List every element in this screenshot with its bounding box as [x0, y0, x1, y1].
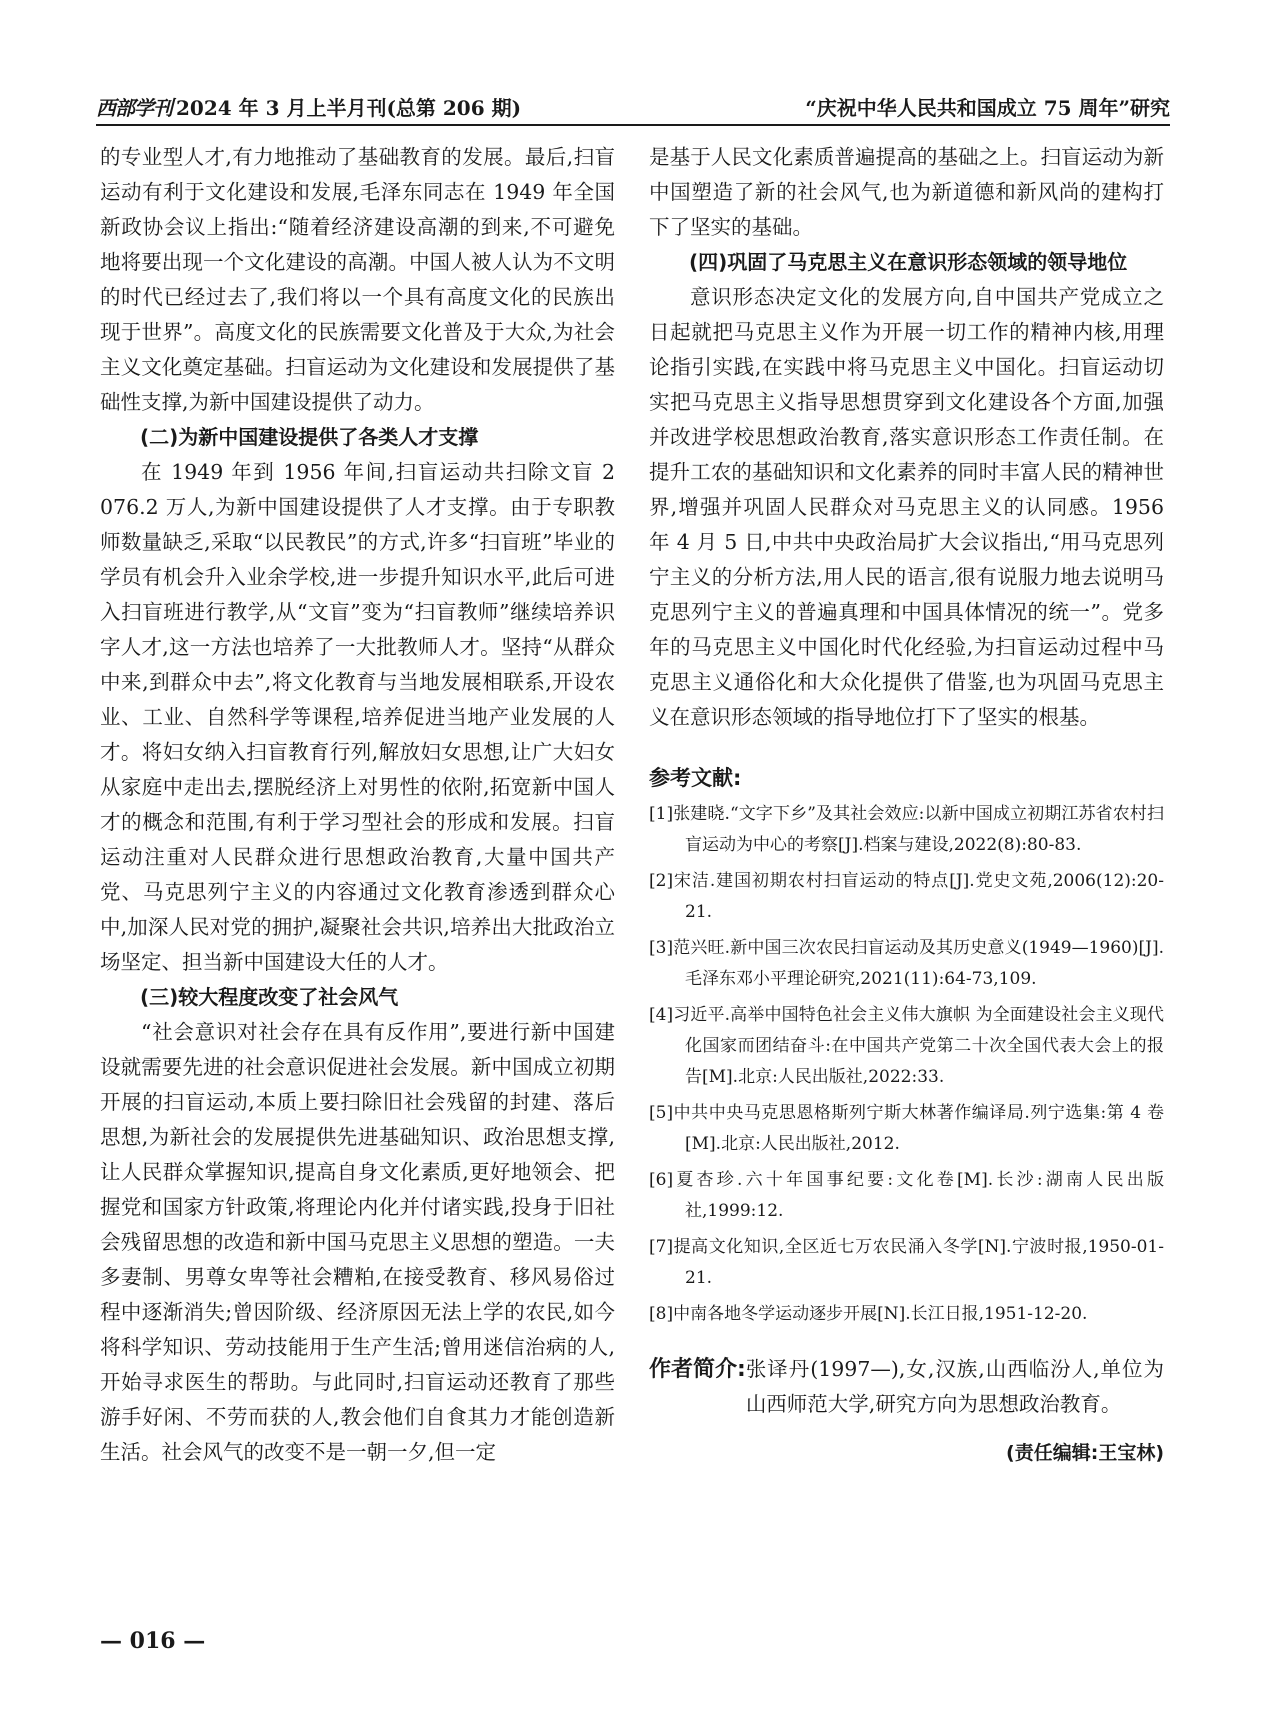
right-column — [649, 140, 1164, 1471]
author-bio-text: 张译丹(1997—),女,汉族,山西临汾人,单位为山西师范大学,研究方向为思想政治教育。 — [745, 1357, 1164, 1416]
journal-logo: 西部学刊 — [96, 96, 172, 120]
page-header — [96, 86, 1170, 126]
paragraph: “社会意识对社会存在具有反作用”,要进行新中国建设就需要先进的社会意识促进社会发展。新中国成立初期开展的扫盲运动,本质上要扫除旧社会残留的封建、落后思想,为新社会的发展提供先进基础知识、政治思想支撑,让人民群众掌握知识,提高自身文化素质,更好地领会、把握党和国家方针政策,将理论内化并付诸实践,投身于旧社会残留思想的改造和新中国马克思主义思想的塑造。一夫多妻制、男尊女卑等社会糟粕,在接受教育、移风易俗过程中逐渐消失;曾因阶级、经济原因无法上学的农民,如今将科学知识、劳动技能用于生产生活;曾用迷信治病的人,开始寻求医生的帮助。与此同时,扫盲运动还教育了那些游手好闲、不劳而获的人,教会他们自食其力才能创造新生活。社会风气的改变不是一朝一夕,但一定 — [100, 1020, 615, 1464]
issue-label: 2024 年 3 月上半月刊(总第 206 期) — [176, 96, 522, 120]
references-title: 参考文献: — [649, 766, 742, 790]
responsible-editor: (责任编辑:王宝林) — [1006, 1442, 1164, 1464]
references-list — [649, 799, 1164, 1330]
reference-item: [7]提高文化知识,全区近七万农民涌入冬学[N].宁波时报,1950-01-21. — [649, 1237, 1164, 1288]
reference-item: [8]中南各地冬学运动逐步开展[N].长江日报,1951-12-20. — [649, 1304, 1088, 1324]
author-bio — [649, 1352, 1164, 1422]
section-title: “庆祝中华人民共和国成立 75 周年”研究 — [805, 96, 1170, 120]
reference-item: [5]中共中央马克思恩格斯列宁斯大林著作编译局.列宁选集:第 4 卷[M].北京:人民出版社,2012. — [649, 1103, 1164, 1154]
reference-item: [3]范兴旺.新中国三次农民扫盲运动及其历史意义(1949—1960)[J].毛泽东邓小平理论研究,2021(11):64-73,109. — [649, 938, 1164, 989]
paragraph: 在 1949 年到 1956 年间,扫盲运动共扫除文盲 2 076.2 万人,为新中国建设提供了人才支撑。由于专职教师数量缺乏,采取“以民教民”的方式,许多“扫盲班”毕业的学员有机会升入业余学校,进一步提升知识水平,此后可进入扫盲班进行教学,从“文盲”变为“扫盲教师”继续培养识字人才,这一方法也培养了一大批教师人才。坚持“从群众中来,到群众中去”,将文化教育与当地发展相联系,开设农业、工业、自然科学等课程,培养促进当地产业发展的人才。将妇女纳入扫盲教育行列,解放妇女思想,让广大妇女从家庭中走出去,摆脱经济上对男性的依附,拓宽新中国人才的概念和范围,有利于学习型社会的形成和发展。扫盲运动注重对人民群众进行思想政治教育,大量中国共产党、马克思列宁主义的内容通过文化教育渗透到群众心中,加深人民对党的拥护,凝聚社会共识,培养出大批政治立场坚定、担当新中国建设大任的人才。 — [100, 460, 615, 974]
author-bio-label: 作者简介: — [649, 1357, 746, 1382]
paragraph: 的专业型人才,有力地推动了基础教育的发展。最后,扫盲运动有利于文化建设和发展,毛泽东同志在 1949 年全国新政协会议上指出:“随着经济建设高潮的到来,不可避免地将要出现一个文化建设的高潮。中国人被人认为不文明的时代已经过去了,我们将以一个具有高度文化的民族出现于世界”。高度文化的民族需要文化普及于大众,为社会主义文化奠定基础。扫盲运动为文化建设和发展提供了基础性支撑,为新中国建设提供了动力。 — [100, 145, 615, 414]
section-heading: (四)巩固了马克思主义在意识形态领域的领导地位 — [689, 250, 1128, 274]
reference-item: [6]夏杏珍.六十年国事纪要:文化卷[M].长沙:湖南人民出版社,1999:12. — [649, 1170, 1164, 1221]
reference-item: [2]宋洁.建国初期农村扫盲运动的特点[J].党史文苑,2006(12):20-21. — [649, 871, 1164, 922]
reference-item: [1]张建晓.“文字下乡”及其社会效应:以新中国成立初期江苏省农村扫盲运动为中心的考察[J].档案与建设,2022(8):80-83. — [649, 804, 1164, 855]
section-heading: (三)较大程度改变了社会风气 — [140, 985, 399, 1009]
left-column — [100, 140, 615, 1470]
page-number: — 016 — — [100, 1628, 206, 1654]
reference-item: [4]习近平.高举中国特色社会主义伟大旗帜 为全面建设社会主义现代化国家而团结奋斗:在中国共产党第二十次全国代表大会上的报告[M].北京:人民出版社,2022:33. — [649, 1005, 1164, 1087]
journal-issue-info — [96, 92, 521, 121]
section-heading: (二)为新中国建设提供了各类人才支撑 — [140, 425, 479, 449]
paragraph: 是基于人民文化素质普遍提高的基础之上。扫盲运动为新中国塑造了新的社会风气,也为新道德和新风尚的建构打下了坚实的基础。 — [649, 145, 1164, 239]
paragraph: 意识形态决定文化的发展方向,自中国共产党成立之日起就把马克思主义作为开展一切工作的精神内核,用理论指引实践,在实践中将马克思主义中国化。扫盲运动切实把马克思主义指导思想贯穿到文化建设各个方面,加强并改进学校思想政治教育,落实意识形态工作责任制。在提升工农的基础知识和文化素养的同时丰富人民的精神世界,增强并巩固人民群众对马克思主义的认同感。1956 年 4 月 5 日,中共中央政治局扩大会议指出,“用马克思列宁主义的分析方法,用人民的语言,很有说服力地去说明马克思列宁主义的普遍真理和中国具体情况的统一”。党多年的马克思主义中国化时代化经验,为扫盲运动过程中马克思主义通俗化和大众化提供了借鉴,也为巩固马克思主义在意识形态领域的指导地位打下了坚实的根基。 — [649, 285, 1164, 729]
